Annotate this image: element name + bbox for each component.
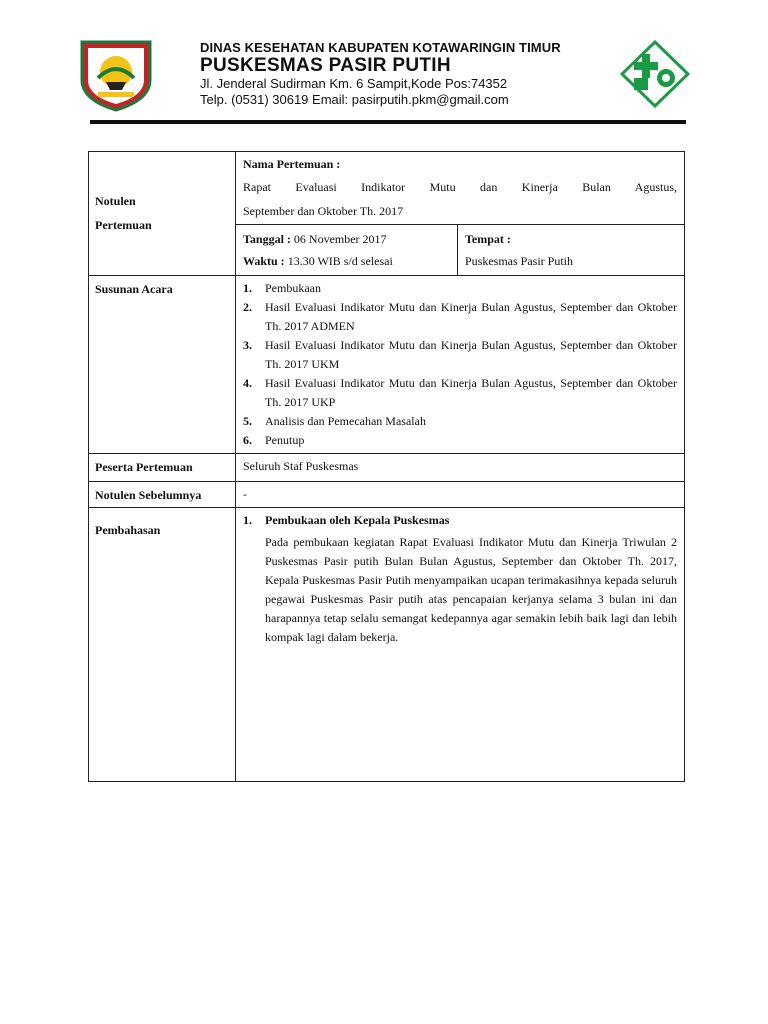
place-label: Tempat : bbox=[465, 232, 511, 246]
agenda-item bbox=[243, 431, 677, 450]
agenda-item-text: Penutup bbox=[265, 433, 305, 447]
label-pertemuan: Pertemuan bbox=[95, 218, 152, 232]
agenda-item-number: 5. bbox=[243, 414, 252, 428]
agenda-item-text: Hasil Evaluasi Indikator Mutu dan Kinerja Bulan Agustus, September dan Oktober Th. 2017 ADMEN bbox=[265, 300, 677, 333]
row-previous-minutes bbox=[89, 481, 684, 507]
meeting-name-value-2: September dan Oktober Th. 2017 bbox=[243, 204, 404, 218]
agenda-item-number: 6. bbox=[243, 433, 252, 447]
meeting-label-cell bbox=[89, 152, 236, 275]
agenda-item-number: 2. bbox=[243, 300, 252, 314]
previous-minutes-label: Notulen Sebelumnya bbox=[89, 482, 236, 507]
date-label: Tanggal : bbox=[243, 232, 291, 246]
row-agenda bbox=[89, 275, 684, 453]
discussion-heading-row bbox=[243, 511, 677, 530]
puskesmas-cross-logo-icon bbox=[620, 40, 690, 108]
time-value: 13.30 WIB s/d selesai bbox=[284, 254, 393, 268]
row-meeting bbox=[89, 152, 684, 275]
agenda-item-text: Hasil Evaluasi Indikator Mutu dan Kinerja Bulan Agustus, September dan Oktober Th. 2017 UKP bbox=[265, 376, 677, 409]
row-discussion bbox=[89, 507, 684, 781]
date-time-cell bbox=[236, 225, 458, 275]
discussion-paragraph: Pada pembukaan kegiatan Rapat Evaluasi Indikator Mutu dan Kinerja Triwulan 2 Puskesmas Pasir putih Bulan Bulan Agustus, September dan Oktober Th. 2017, Kepala Puskesmas Pasir Putih menyampaikan ucapan terimakasihnya kepada seluruh pegawai Puskesmas Pasir putih atas pencapaian kerjanya selama 3 bulan ini dan harapannya tetap selalu semangat kedepannya agar semakin lebih baik lagi dan lebih kompak lagi dalam bekerja. bbox=[265, 535, 677, 644]
meeting-detail-cell bbox=[236, 152, 684, 275]
agenda-item-number: 1. bbox=[243, 281, 252, 295]
participants-label: Peserta Pertemuan bbox=[89, 454, 236, 481]
place-cell bbox=[458, 225, 684, 275]
discussion-label: Pembahasan bbox=[89, 508, 236, 781]
contact: Telp. (0531) 30619 Email: pasirputih.pkm@gmail.com bbox=[200, 92, 509, 107]
institution-name: PUSKESMAS PASIR PUTIH bbox=[200, 55, 451, 76]
meeting-name-value-1: Rapat Evaluasi Indikator Mutu dan Kinerja Bulan Agustus, bbox=[243, 180, 677, 194]
meeting-name-label: Nama Pertemuan : bbox=[243, 157, 341, 171]
discussion-number: 1. bbox=[243, 513, 252, 527]
agenda-item-number: 4. bbox=[243, 376, 252, 390]
agenda-item bbox=[243, 298, 677, 336]
previous-minutes-value: - bbox=[243, 487, 247, 501]
agenda-cell bbox=[236, 276, 684, 453]
agenda-item bbox=[243, 279, 677, 298]
agency-name: DINAS KESEHATAN KABUPATEN KOTAWARINGIN TIMUR bbox=[200, 40, 561, 55]
row-participants bbox=[89, 453, 684, 481]
kotawaringin-timur-emblem-icon bbox=[76, 38, 156, 112]
letterhead-text bbox=[200, 40, 630, 108]
date-value: 06 November 2017 bbox=[290, 232, 387, 246]
discussion-cell bbox=[236, 508, 684, 781]
agenda-list bbox=[243, 279, 677, 450]
minutes-table bbox=[88, 151, 685, 782]
participants-value: Seluruh Staf Puskesmas bbox=[243, 459, 359, 473]
agenda-item-text: Pembukaan bbox=[265, 281, 321, 295]
address: Jl. Jenderal Sudirman Km. 6 Sampit,Kode Pos:74352 bbox=[200, 76, 508, 91]
time-place-grid bbox=[236, 224, 684, 275]
agenda-item-text: Analisis dan Pemecahan Masalah bbox=[265, 414, 426, 428]
label-notulen: Notulen bbox=[95, 194, 136, 208]
letterhead bbox=[0, 0, 768, 130]
agenda-item bbox=[243, 412, 677, 431]
time-label: Waktu : bbox=[243, 254, 285, 268]
agenda-item-number: 3. bbox=[243, 338, 252, 352]
place-value: Puskesmas Pasir Putih bbox=[465, 254, 574, 268]
header-divider bbox=[90, 120, 686, 124]
agenda-label: Susunan Acara bbox=[89, 276, 236, 453]
agenda-item bbox=[243, 336, 677, 374]
agenda-item bbox=[243, 374, 677, 412]
agenda-item-text: Hasil Evaluasi Indikator Mutu dan Kinerja Bulan Agustus, September dan Oktober Th. 2017 UKM bbox=[265, 338, 677, 371]
discussion-heading: Pembukaan oleh Kepala Puskesmas bbox=[265, 513, 450, 527]
